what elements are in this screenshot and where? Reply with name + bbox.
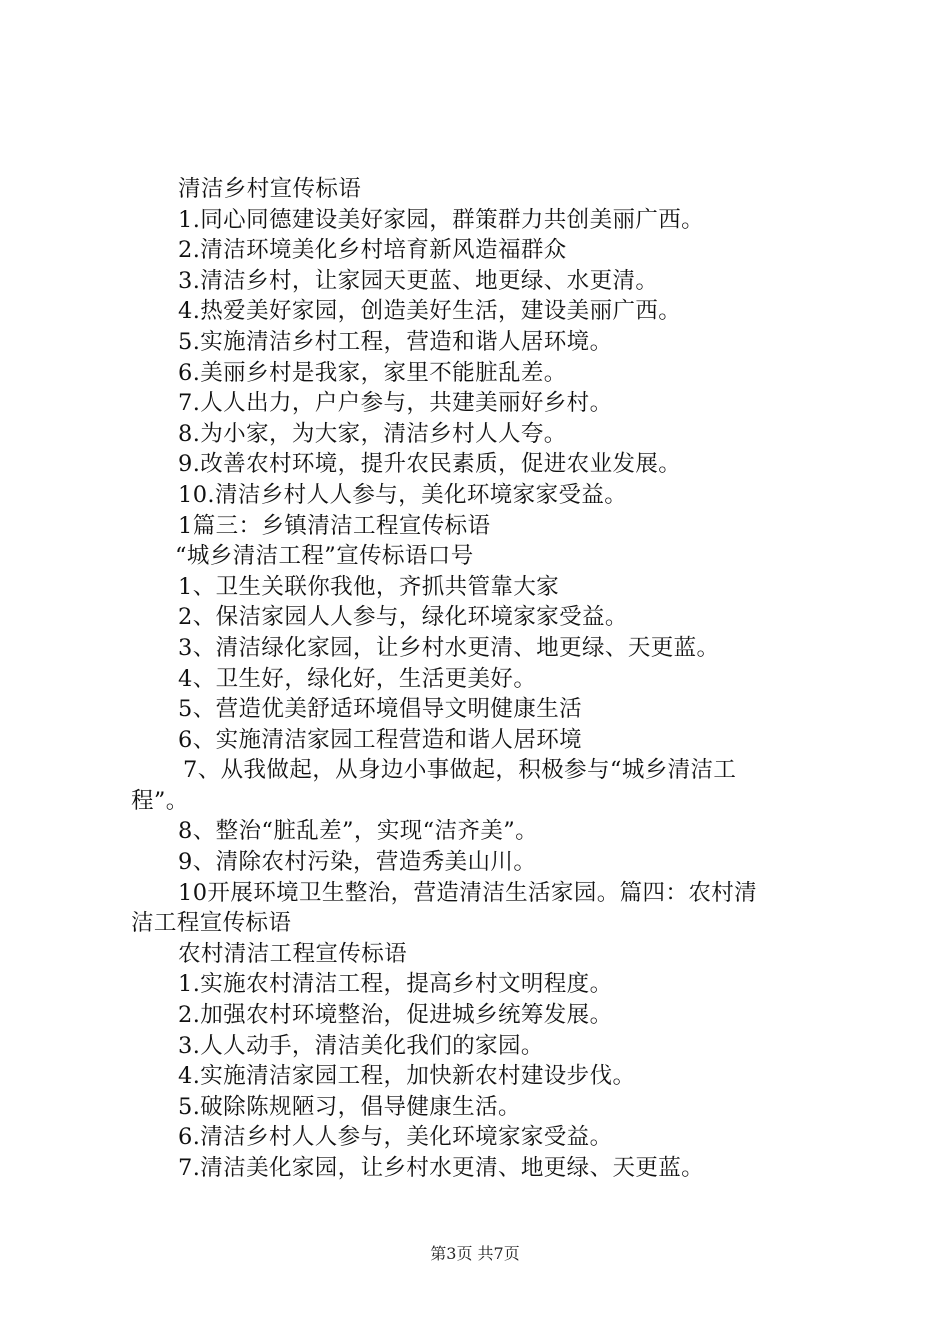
- document-body: [131, 174, 831, 1184]
- slogan-line: 9、清除农村污染，营造秀美山川。: [178, 849, 537, 876]
- slogan-line: 4.实施清洁家园工程，加快新农村建设步伐。: [178, 1063, 636, 1090]
- slogan-line: 6.清洁乡村人人参与，美化环境家家受益。: [178, 1124, 613, 1151]
- slogan-line: 5、营造优美舒适环境倡导文明健康生活: [178, 696, 583, 723]
- slogan-line: 3、清洁绿化家园，让乡村水更清、地更绿、天更蓝。: [178, 634, 720, 661]
- page-number-footer: 第3页 共7页: [430, 1244, 520, 1263]
- slogan-line: 7.清洁美化家园，让乡村水更清、地更绿、天更蓝。: [178, 1155, 705, 1181]
- slogan-line: 10开展环境卫生整治，营造清洁生活家园。篇四：农村清: [178, 879, 758, 906]
- slogan-line: 6、实施清洁家园工程营造和谐人居环境: [178, 726, 583, 753]
- slogan-line: 1.同心同德建设美好家园，群策群力共创美丽广西。: [178, 206, 705, 233]
- slogan-line: 5.破除陈规陋习，倡导健康生活。: [178, 1093, 521, 1120]
- slogan-line: 9.改善农村环境，提升农民素质，促进农业发展。: [178, 451, 682, 478]
- slogan-line: 4、卫生好，绿化好，生活更美好。: [178, 665, 537, 692]
- slogan-line-continuation: 程”。: [131, 787, 189, 814]
- slogan-line: 2.加强农村环境整治，促进城乡统筹发展。: [178, 1002, 613, 1029]
- slogan-line: 7.人人出力，户户参与，共建美丽好乡村。: [178, 390, 613, 417]
- slogan-line: 6.美丽乡村是我家，家里不能脏乱差。: [178, 359, 567, 386]
- slogan-line: 5.实施清洁乡村工程，营造和谐人居环境。: [178, 328, 613, 355]
- slogan-line: 4.热爱美好家园，创造美好生活，建设美丽广西。: [178, 298, 682, 325]
- section-heading: 农村清洁工程宣传标语: [178, 940, 408, 967]
- slogan-line: 8.为小家，为大家，清洁乡村人人夸。: [178, 420, 567, 447]
- slogan-line: 2、保洁家园人人参与，绿化环境家家受益。: [178, 604, 628, 631]
- slogan-line: 3.清洁乡村，让家园天更蓝、地更绿、水更清。: [178, 267, 659, 294]
- slogan-line: 7、从我做起，从身边小事做起，积极参与“城乡清洁工: [183, 757, 737, 784]
- slogan-line-continuation: 洁工程宣传标语: [131, 910, 292, 937]
- slogan-line: 3.人人动手，清洁美化我们的家园。: [178, 1032, 544, 1059]
- section-heading: 清洁乡村宣传标语: [178, 176, 362, 202]
- slogan-line: 1、卫生关联你我他，齐抓共管靠大家: [178, 573, 560, 600]
- slogan-line: 1.实施农村清洁工程，提高乡村文明程度。: [178, 971, 613, 998]
- slogan-line: 10.清洁乡村人人参与，美化环境家家受益。: [178, 481, 628, 508]
- slogan-line: 8、整治“脏乱差”，实现“洁齐美”。: [178, 818, 539, 845]
- slogan-line: 2.清洁环境美化乡村培育新风造福群众: [178, 237, 567, 264]
- section-heading: 1篇三：乡镇清洁工程宣传标语: [178, 512, 491, 539]
- section-subheading: “城乡清洁工程”宣传标语口号: [175, 543, 474, 570]
